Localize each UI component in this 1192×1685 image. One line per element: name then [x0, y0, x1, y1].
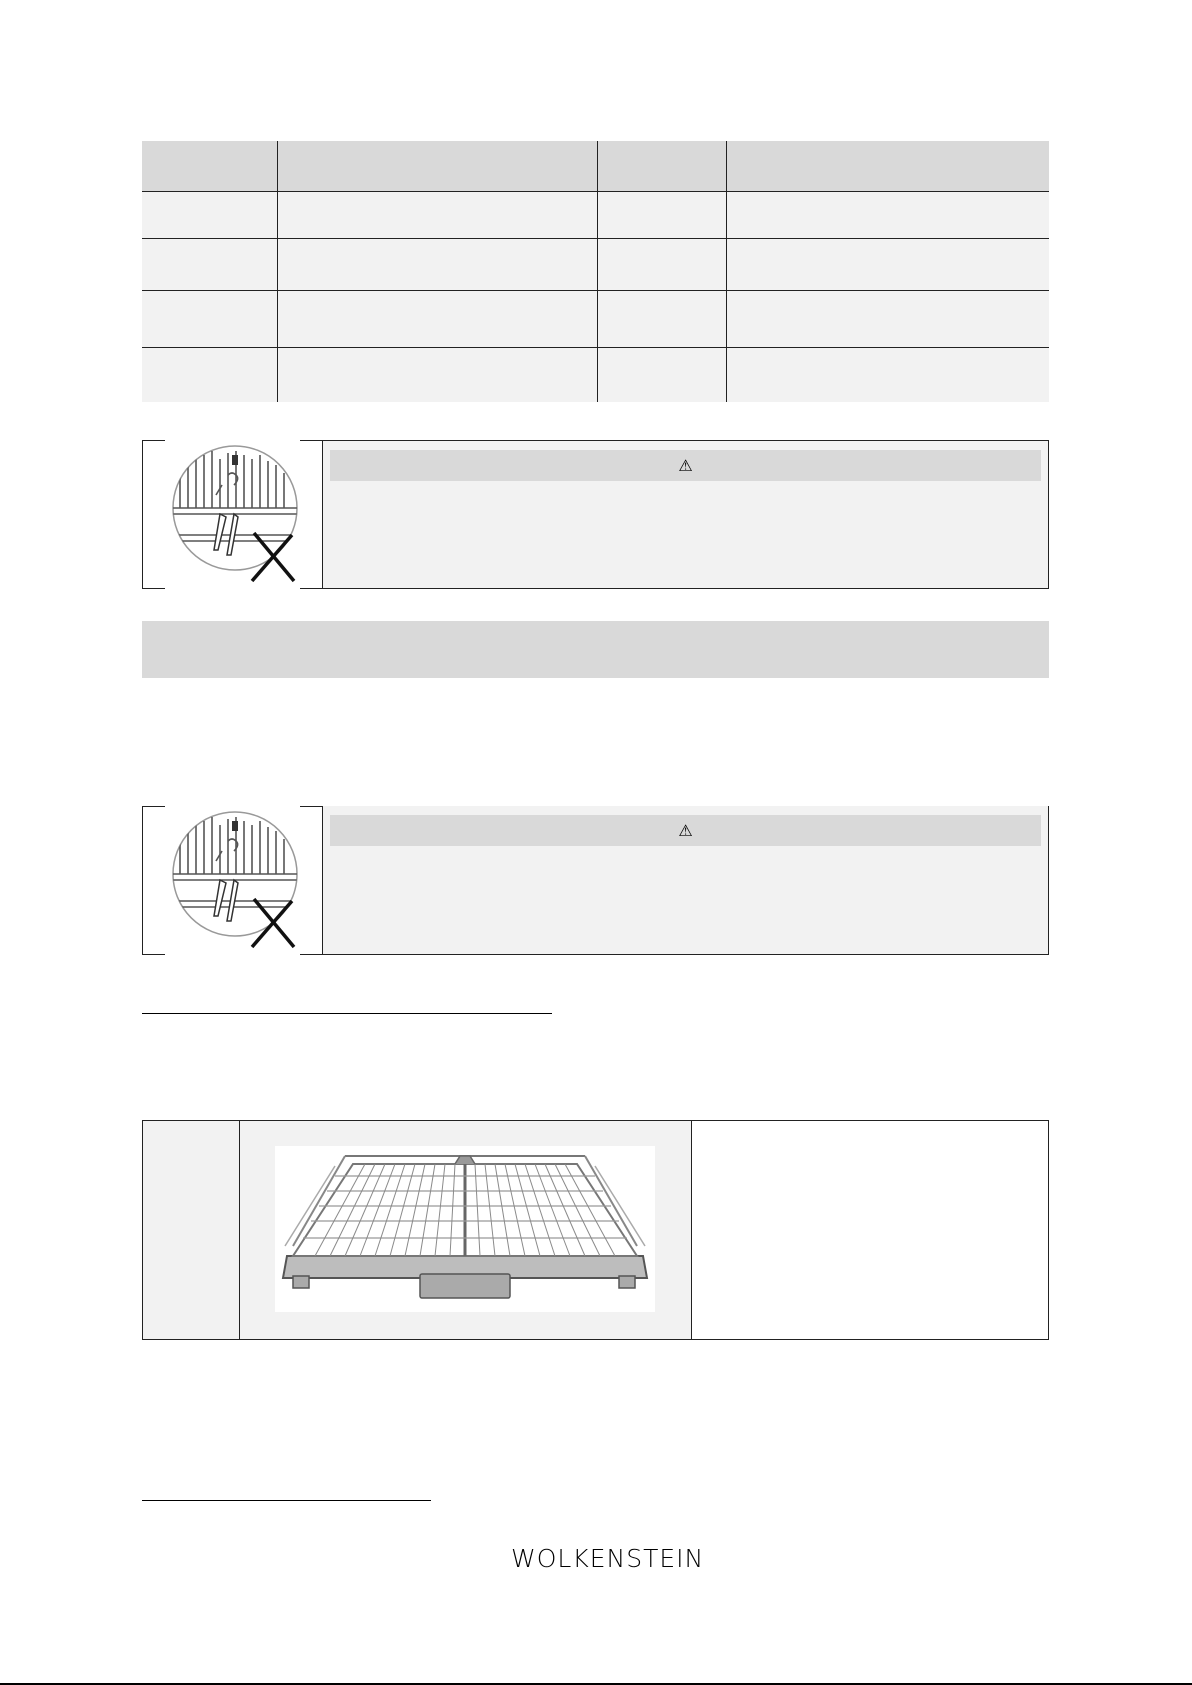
table-cell [726, 291, 1049, 348]
table-cell [726, 192, 1049, 239]
table-header-cell [726, 141, 1049, 192]
section-header-bar [142, 621, 1049, 678]
table-cell [277, 239, 597, 291]
table-row [142, 192, 1049, 239]
table-row [142, 239, 1049, 291]
table-cell [597, 348, 726, 403]
table-cell [692, 1121, 1047, 1339]
table-cell [142, 239, 277, 291]
table-cell [726, 348, 1049, 403]
table-cell [277, 291, 597, 348]
no-knives-upright-icon [172, 445, 302, 583]
warning-box [142, 806, 1049, 955]
table-cell [277, 348, 597, 403]
table-header-row [142, 141, 1049, 192]
top-table [142, 141, 1049, 402]
table-header-cell [142, 141, 277, 192]
table-cell [597, 291, 726, 348]
footnote-rule [142, 1500, 431, 1501]
cutlery-tray-image [275, 1146, 655, 1312]
warning-text-cell [322, 806, 1049, 955]
table-cell [142, 291, 277, 348]
warning-image-cell [142, 806, 322, 955]
no-knives-upright-icon [172, 811, 302, 949]
table-cell [597, 192, 726, 239]
table-cell [597, 239, 726, 291]
table-cell [726, 239, 1049, 291]
heading-underline [142, 1013, 552, 1014]
warning-header-bar [330, 450, 1041, 481]
table-cell [240, 1121, 692, 1339]
table-cell [142, 192, 277, 239]
table-row [142, 291, 1049, 348]
warning-triangle-icon: ⚠ [678, 822, 693, 840]
warning-triangle-icon: ⚠ [678, 457, 693, 475]
brand-logo: WOLKENSTEIN [511, 1544, 705, 1573]
table-header-cell [277, 141, 597, 192]
warning-header-bar [330, 815, 1041, 846]
table-cell [143, 1121, 240, 1339]
table-header-cell [597, 141, 726, 192]
table-cell [142, 348, 277, 403]
warning-image-cell [142, 440, 322, 589]
table-row [142, 348, 1049, 403]
warning-box [142, 440, 1049, 589]
warning-text-cell [322, 440, 1049, 589]
cutlery-basket-table [142, 1120, 1049, 1340]
table-cell [277, 192, 597, 239]
